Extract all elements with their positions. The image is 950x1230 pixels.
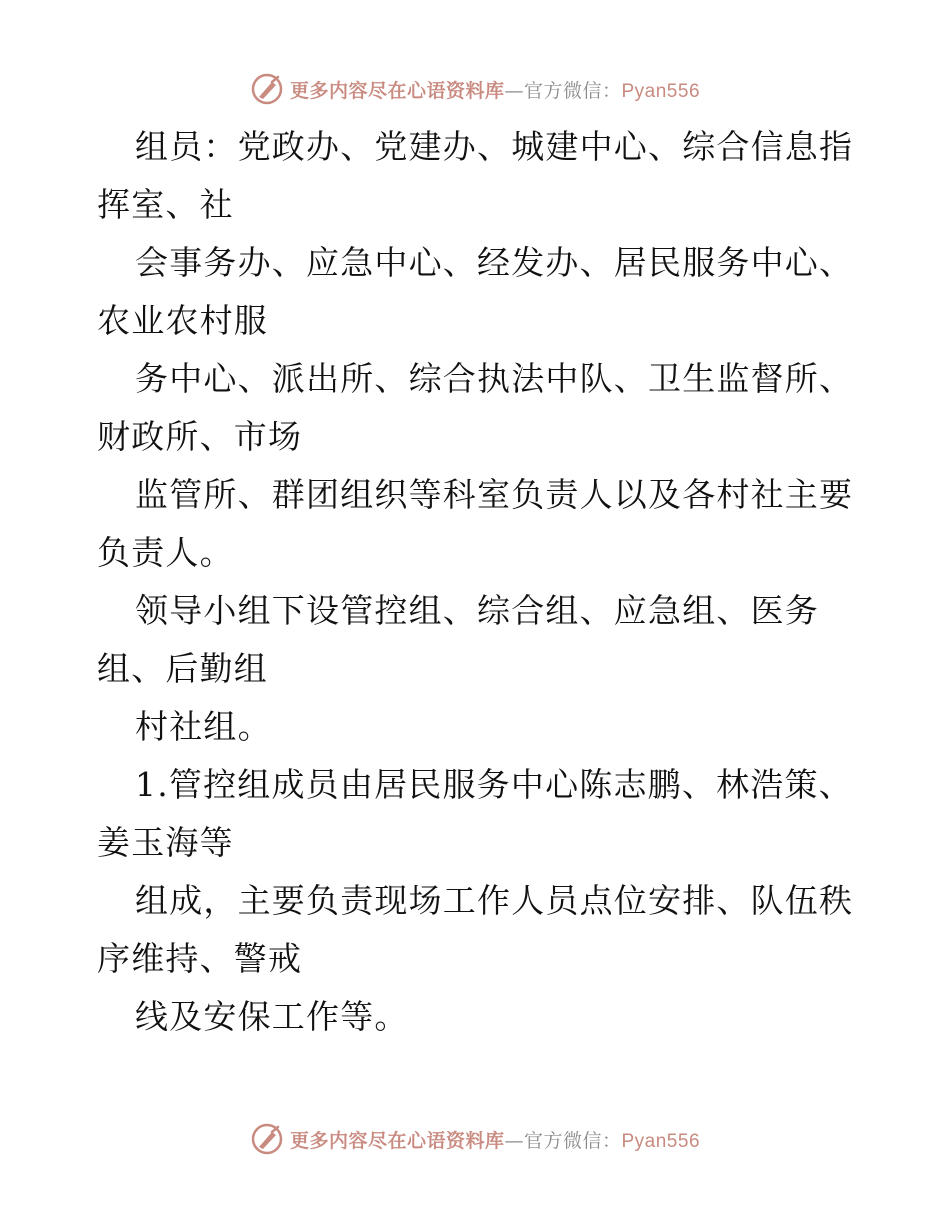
header-watermark — [0, 72, 950, 106]
paragraph-line: 村社组。 — [135, 707, 272, 746]
watermark-sub: —官方微信： — [504, 1129, 622, 1152]
quill-pen-logo-icon — [250, 1122, 284, 1156]
paragraph-line: 监管所、群团组织等科室负责人以及各村社主要 — [135, 475, 854, 514]
paragraph-line: 1.管控组成员由居民服务中心陈志鹏、林浩策、 — [135, 765, 853, 804]
paragraph-line: 姜玉海等 — [97, 823, 234, 862]
watermark-main: 更多内容尽在心语资料库 — [289, 79, 505, 102]
paragraph-line: 农业农村服 — [97, 301, 268, 340]
paragraph-line: 组员：党政办、党建办、城建中心、综合信息指 — [135, 127, 854, 166]
paragraph-line: 挥室、社 — [97, 185, 234, 224]
paragraph-line: 务中心、派出所、综合执法中队、卫生监督所、 — [135, 359, 854, 398]
paragraph-line: 财政所、市场 — [97, 417, 303, 456]
footer-watermark — [0, 1122, 950, 1156]
watermark-id: Pyan556 — [621, 1130, 701, 1152]
paragraph-line: 组成，主要负责现场工作人员点位安排、队伍秩 — [135, 881, 854, 920]
watermark-main: 更多内容尽在心语资料库 — [289, 1129, 505, 1152]
document-body — [97, 118, 857, 1046]
paragraph-line: 组、后勤组 — [97, 649, 268, 688]
paragraph-line: 会事务办、应急中心、经发办、居民服务中心、 — [135, 243, 854, 282]
quill-pen-logo-icon — [250, 72, 284, 106]
watermark-id: Pyan556 — [621, 80, 701, 102]
paragraph-line: 线及安保工作等。 — [135, 997, 409, 1036]
watermark-text — [290, 76, 700, 103]
paragraph-line: 序维持、警戒 — [97, 939, 303, 978]
paragraph-line: 负责人。 — [97, 533, 234, 572]
watermark-sub: —官方微信： — [504, 79, 622, 102]
paragraph-line: 领导小组下设管控组、综合组、应急组、医务 — [135, 591, 819, 630]
watermark-text — [290, 1126, 700, 1153]
